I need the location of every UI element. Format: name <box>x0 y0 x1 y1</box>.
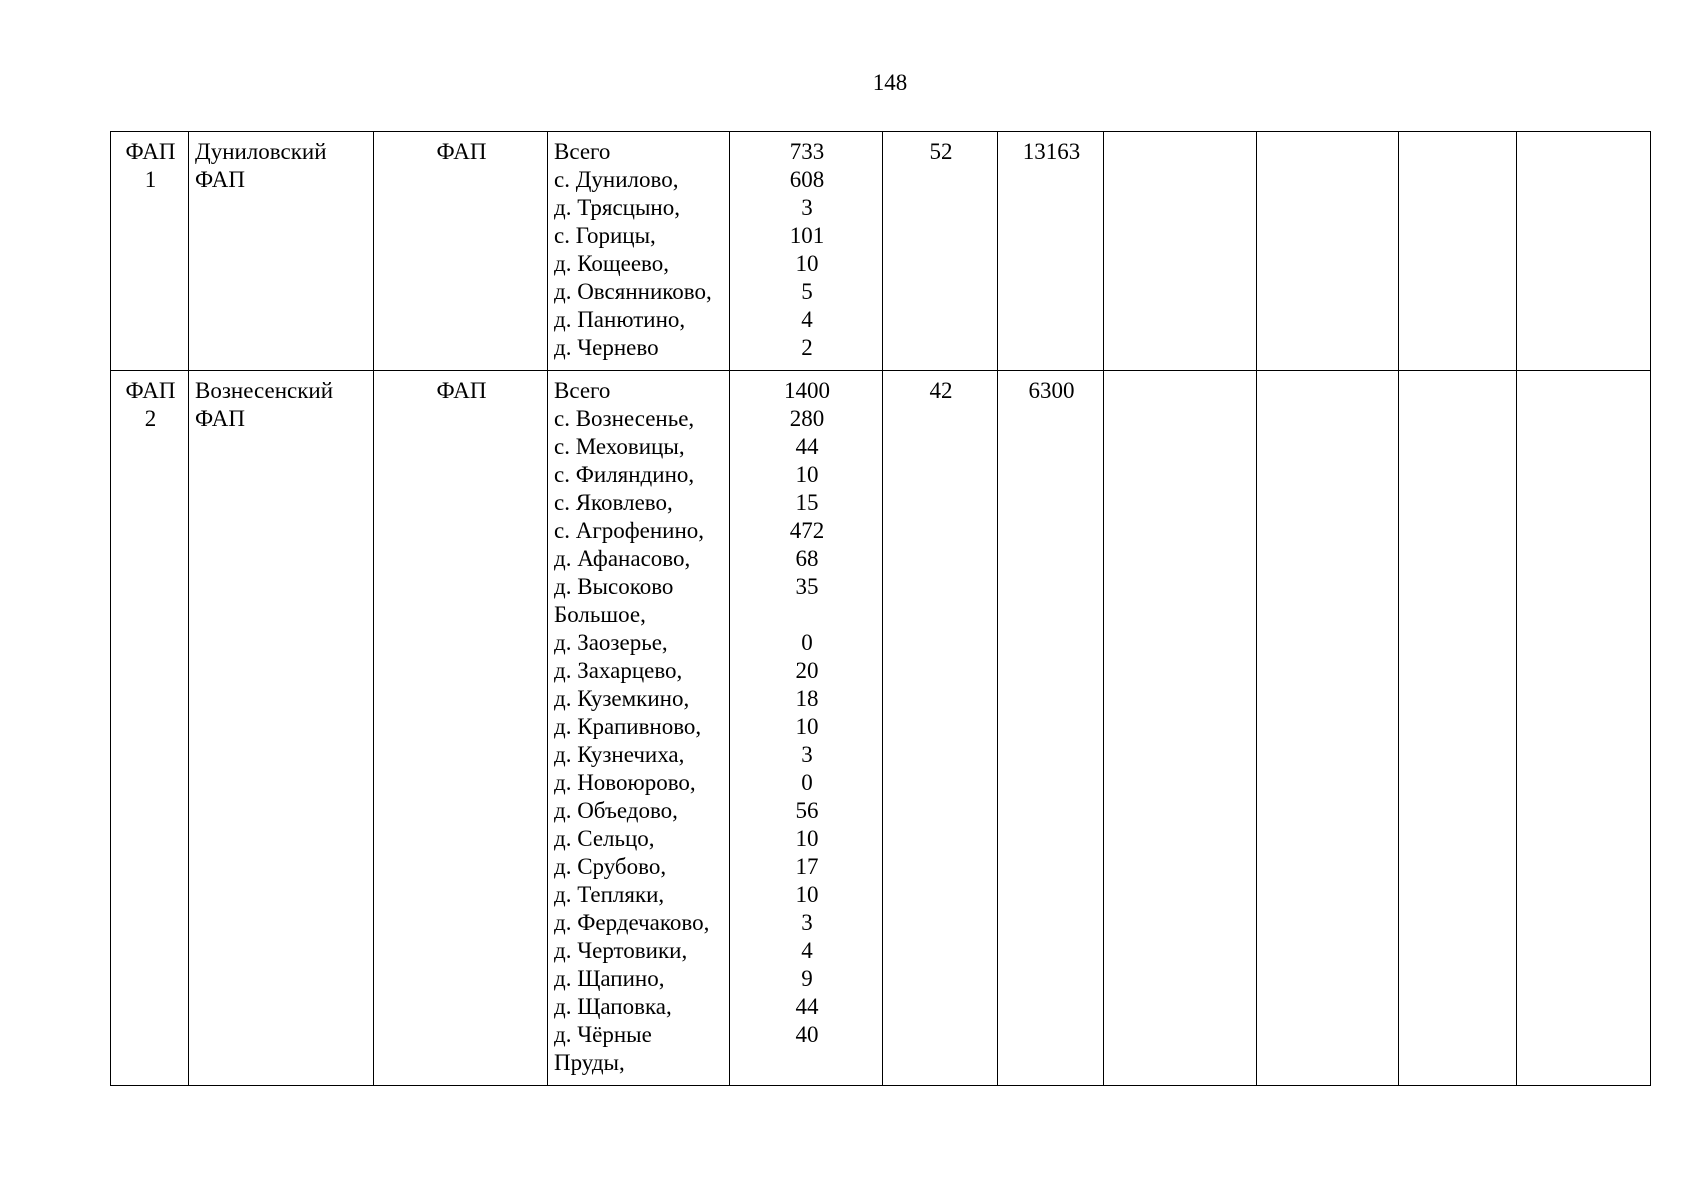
population-cell <box>730 132 883 371</box>
locality: д. Тепляки, <box>554 882 665 907</box>
population-value: 1400 <box>784 378 830 403</box>
locality: д. Овсянниково, <box>554 279 712 304</box>
population-value: 2 <box>801 335 813 360</box>
value-col6: 42 <box>929 378 953 403</box>
locality: д. Сельцо, <box>554 826 655 851</box>
facility-type-cell <box>374 371 548 1086</box>
row-index: 1 <box>144 167 157 192</box>
value-cell <box>883 132 998 371</box>
locality: Большое, <box>554 602 646 627</box>
population-value: 4 <box>801 938 813 963</box>
locality: д. Щапино, <box>554 966 665 991</box>
localities-cell <box>548 132 730 371</box>
empty-cell <box>1517 132 1651 371</box>
population-value: 280 <box>789 406 825 431</box>
population-value: 472 <box>789 518 825 543</box>
facility-type: ФАП <box>436 378 487 403</box>
locality: д. Чёрные <box>554 1022 652 1047</box>
population-value: 0 <box>801 770 813 795</box>
locality: д. Захарцево, <box>554 658 683 683</box>
row-code: ФАП <box>125 139 176 164</box>
locality: с. Горицы, <box>554 223 656 248</box>
value-col6: 52 <box>929 139 953 164</box>
facility-type-cell <box>374 132 548 371</box>
locality: с. Дунилово, <box>554 167 679 192</box>
locality: д. Крапивново, <box>554 714 702 739</box>
facility-name-cell <box>189 132 374 371</box>
row-number-cell <box>111 371 189 1086</box>
locality: д. Панютино, <box>554 307 686 332</box>
facility-type: ФАП <box>436 139 487 164</box>
locality: д. Трясцыно, <box>554 195 680 220</box>
locality: с. Агрофенино, <box>554 518 705 543</box>
row-code: ФАП <box>125 378 176 403</box>
facility-name: Дуниловский <box>195 139 327 164</box>
value-cell <box>998 371 1104 1086</box>
population-value: 10 <box>795 826 819 851</box>
population-value: 10 <box>795 251 819 276</box>
value-col7: 13163 <box>1022 139 1081 164</box>
population-value: 15 <box>795 490 819 515</box>
registry-table <box>110 131 1651 1086</box>
locality: д. Фердечаково, <box>554 910 710 935</box>
population-cell <box>730 371 883 1086</box>
population-value: 3 <box>801 195 813 220</box>
population-value: 20 <box>795 658 819 683</box>
population-value: 9 <box>801 966 813 991</box>
locality: д. Афанасово, <box>554 546 691 571</box>
population-value: 10 <box>795 882 819 907</box>
facility-name-suffix: ФАП <box>195 167 245 192</box>
locality: д. Чернево <box>554 335 659 360</box>
population-value: 3 <box>801 742 813 767</box>
localities-cell <box>548 371 730 1086</box>
population-value: 608 <box>789 167 825 192</box>
population-value: 10 <box>795 714 819 739</box>
empty-cell <box>1517 371 1651 1086</box>
value-cell <box>998 132 1104 371</box>
locality: д. Кузнечиха, <box>554 742 685 767</box>
empty-cell <box>1257 132 1399 371</box>
locality: д. Куземкино, <box>554 686 690 711</box>
population-value: 40 <box>795 1022 819 1047</box>
population-value: 68 <box>795 546 819 571</box>
population-value: 101 <box>789 223 825 248</box>
population-value: 44 <box>795 434 819 459</box>
locality: д. Объедово, <box>554 798 678 823</box>
locality: с. Филяндино, <box>554 462 695 487</box>
population-value: 56 <box>795 798 819 823</box>
empty-cell <box>1257 371 1399 1086</box>
locality: д. Срубово, <box>554 854 667 879</box>
locality: д. Новоюрово, <box>554 770 696 795</box>
locality: Всего <box>554 378 611 403</box>
population-spacer <box>736 601 878 629</box>
locality: Пруды, <box>554 1050 625 1075</box>
empty-cell <box>1104 132 1257 371</box>
row-number-cell <box>111 132 189 371</box>
population-value: 0 <box>801 630 813 655</box>
table-row <box>111 371 1651 1086</box>
locality: д. Чертовики, <box>554 938 688 963</box>
row-index: 2 <box>144 406 157 431</box>
population-value: 17 <box>795 854 819 879</box>
facility-name-suffix: ФАП <box>195 406 245 431</box>
empty-cell <box>1399 371 1517 1086</box>
facility-name-cell <box>189 371 374 1086</box>
page-number: 148 <box>872 70 908 95</box>
population-value: 18 <box>795 686 819 711</box>
population-value: 733 <box>789 139 825 164</box>
empty-cell <box>1399 132 1517 371</box>
locality: с. Меховицы, <box>554 434 685 459</box>
population-value: 10 <box>795 462 819 487</box>
locality: с. Яковлево, <box>554 490 673 515</box>
locality: д. Заозерье, <box>554 630 668 655</box>
locality: д. Щаповка, <box>554 994 672 1019</box>
empty-cell <box>1104 371 1257 1086</box>
locality: Всего <box>554 139 611 164</box>
population-value: 4 <box>801 307 813 332</box>
value-col7: 6300 <box>1028 378 1075 403</box>
population-value: 5 <box>801 279 813 304</box>
locality: д. Высоково <box>554 574 674 599</box>
population-value: 3 <box>801 910 813 935</box>
locality: д. Кощеево, <box>554 251 669 276</box>
facility-name: Вознесенский <box>195 378 334 403</box>
table-row <box>111 132 1651 371</box>
population-value: 35 <box>795 574 819 599</box>
locality: с. Вознесенье, <box>554 406 695 431</box>
value-cell <box>883 371 998 1086</box>
population-value: 44 <box>795 994 819 1019</box>
